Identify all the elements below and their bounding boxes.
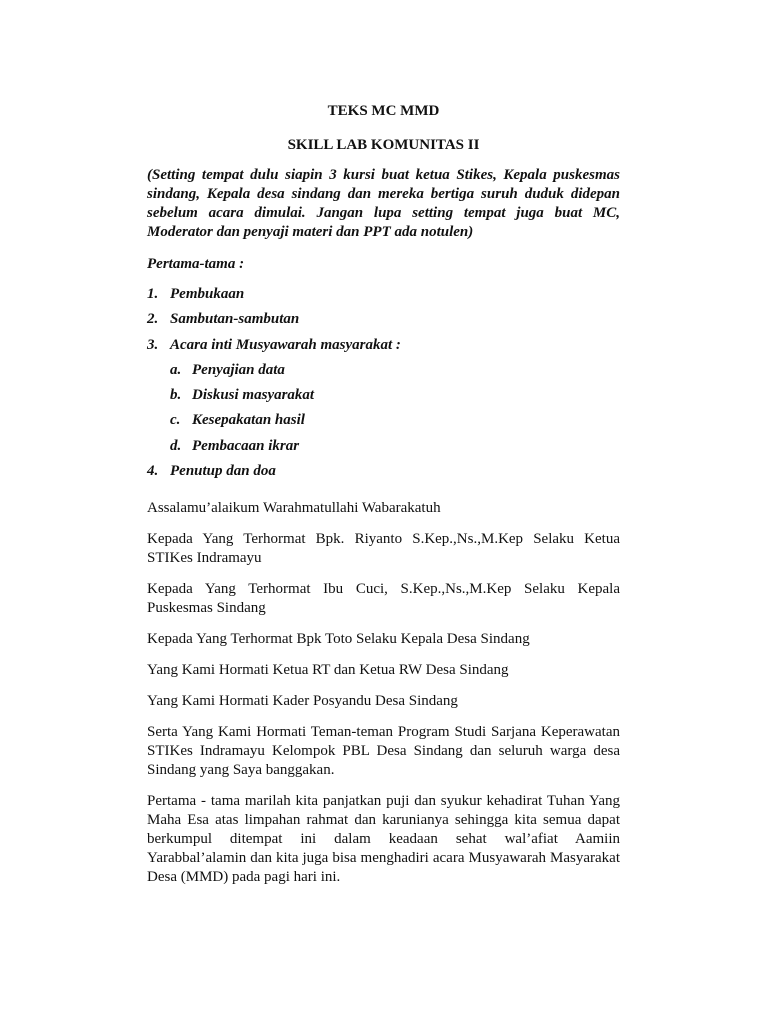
agenda-subitem-letter: c.	[170, 412, 181, 429]
agenda-item	[147, 310, 620, 335]
salutation-paragraph: Serta Yang Kami Hormati Teman-teman Program Studi Sarjana Keperawatan STIKes Indramayu Kelompok PBL Desa Sindang dan seluruh warga desa Sindang yang Saya banggakan.	[147, 724, 620, 778]
agenda-subitem	[147, 386, 620, 411]
salutation-paragraph: Kepada Yang Terhormat Bpk Toto Selaku Kepala Desa Sindang	[147, 631, 530, 647]
speech-body	[147, 499, 620, 899]
agenda-item-number: 2.	[147, 311, 159, 328]
salutation-paragraph: Kepada Yang Terhormat Bpk. Riyanto S.Kep.,Ns.,M.Kep Selaku Ketua STIKes Indramayu	[147, 531, 620, 566]
salutation-paragraph: Yang Kami Hormati Ketua RT dan Ketua RW Desa Sindang	[147, 662, 509, 678]
salutation-paragraph: Yang Kami Hormati Kader Posyandu Desa Sindang	[147, 693, 458, 709]
opening-paragraph: Pertama - tama marilah kita panjatkan puji dan syukur kehadirat Tuhan Yang Maha Esa atas limpahan rahmat dan karunianya sehingga kita semua dapat berkumpul ditempat ini dalam keadaan sehat wal’afiat Aamiin Yarabbal’alamin dan kita juga bisa menghadiri acara Musyawarah Masyarakat Desa (MMD) pada pagi hari ini.	[147, 793, 620, 885]
agenda-subitem-label: Penyajian data	[192, 361, 285, 378]
setup-note: (Setting tempat dulu siapin 3 kursi buat ketua Stikes, Kepala puskesmas sindang, Kepala desa sindang dan mereka bertiga suruh duduk didepan sebelum acara dimulai. Jangan lupa setting tempat juga buat MC, Moderator dan penyaji materi dan PPT ada notulen)	[147, 167, 620, 240]
agenda-item	[147, 336, 620, 361]
agenda-item-number: 1.	[147, 286, 159, 302]
greeting-paragraph: Assalamu’alaikum Warahmatullahi Wabarakatuh	[147, 500, 441, 516]
document-subtitle: SKILL LAB KOMUNITAS II	[287, 137, 480, 153]
agenda-list	[147, 285, 620, 487]
agenda-subitem	[147, 437, 620, 462]
agenda-subitem	[147, 411, 620, 436]
agenda-item-label: Pembukaan	[170, 286, 245, 302]
agenda-subitem-letter: b.	[170, 387, 182, 404]
agenda-heading: Pertama-tama :	[147, 256, 245, 272]
agenda-item-label: Acara inti Musyawarah masyarakat :	[170, 336, 401, 353]
agenda-subitem-label: Pembacaan ikrar	[192, 437, 300, 454]
agenda-subitem-letter: a.	[170, 361, 182, 378]
agenda-item-label: Penutup dan doa	[170, 463, 276, 480]
agenda-subitem-letter: d.	[170, 437, 182, 454]
agenda-item-number: 3.	[147, 336, 159, 353]
agenda-subitem-label: Diskusi masyarakat	[192, 387, 315, 404]
agenda-item-number: 4.	[147, 463, 159, 480]
agenda-subitem	[147, 361, 620, 386]
document-title: TEKS MC MMD	[327, 103, 440, 119]
agenda-subitem-label: Kesepakatan hasil	[192, 412, 305, 429]
agenda-item	[147, 462, 620, 487]
agenda-item	[147, 285, 620, 310]
salutation-paragraph: Kepada Yang Terhormat Ibu Cuci, S.Kep.,Ns.,M.Kep Selaku Kepala Puskesmas Sindang	[147, 581, 620, 616]
agenda-item-label: Sambutan-sambutan	[170, 311, 300, 328]
